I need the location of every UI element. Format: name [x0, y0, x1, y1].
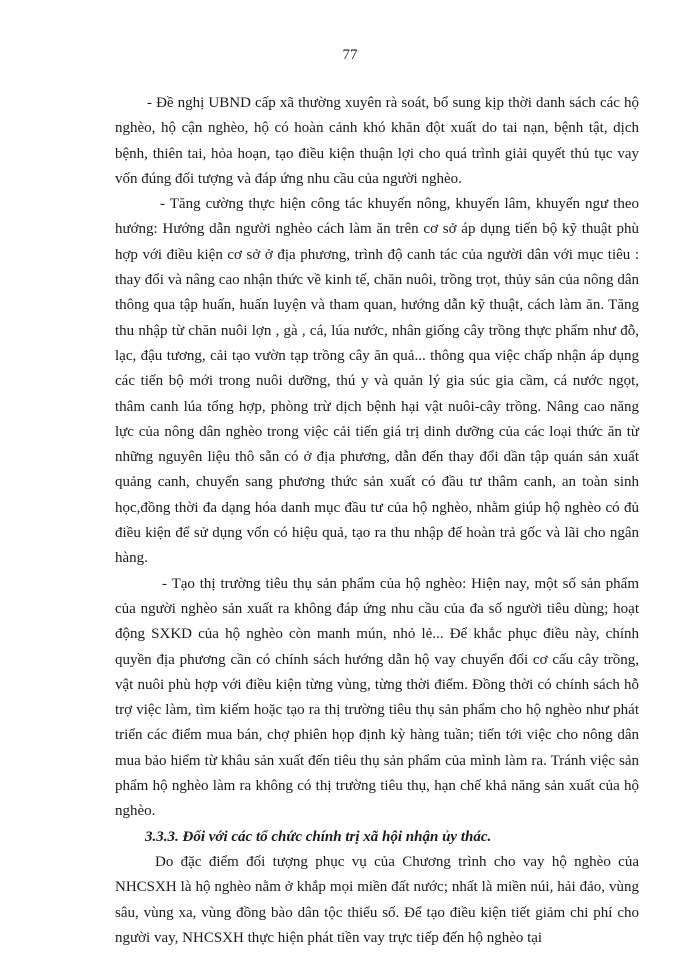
paragraph-update-poor-household-list: - Đề nghị UBND cấp xã thường xuyên rà soát, bổ sung kịp thời danh sách các hộ nghèo, hộ cận nghèo, hộ có hoàn cảnh khó khăn đột xuất do tai nạn, bệnh tật, dịch bệnh, thiên tai, hỏa hoạn, tạo điều kiện thuận lợi cho quá trình giải quyết thủ tục vay vốn đúng đối tượng và đáp ứng nhu cầu của người nghèo. [115, 95, 639, 187]
paragraph-market-creation: - Tạo thị trường tiêu thụ sản phẩm của hộ nghèo: Hiện nay, một số sản phẩm của người nghèo sản xuất ra không đáp ứng nhu cầu của đa số người tiêu dùng; hoạt động SXKD của hộ nghèo còn manh mún, nhỏ lẻ... Để khắc phục điều này, chính quyền địa phương cần có chính sách hướng dẫn hộ vay chuyển đổi cơ cấu cây trồng, vật nuôi phù hợp với điều kiện từng vùng, từng thời điểm. Đồng thời có chính sách hỗ trợ việc làm, tìm kiếm hoặc tạo ra thị trường tiêu thụ sản phẩm cho hộ nghèo như phát triển các điểm mua bán, chợ phiên họp định kỳ hàng tuần; tiến tới việc cho nông dân mua bảo hiểm từ khâu sản xuất đến tiêu thụ sản phẩm của mình làm ra. Tránh việc sản phẩm hộ nghèo làm ra không có thị trường tiêu thụ, hạn chế khả năng sản xuất của hộ nghèo. [115, 575, 639, 820]
section-heading: 3.3.3. Đối với các tổ chức chính trị xã hội nhận ủy thác. [145, 828, 492, 845]
document-body [115, 91, 639, 951]
page-number: 77 [342, 47, 358, 63]
paragraph-socio-political-organizations: Do đặc điểm đối tượng phục vụ của Chương trình cho vay hộ nghèo của NHCSXH là hộ nghèo nằm ở khắp mọi miền đất nước; nhất là miền núi, hải đảo, vùng sâu, vùng xa, vùng đồng bào dân tộc thiểu số. Để tạo điều kiện tiết giảm chi phí cho người vay, NHCSXH thực hiện phát tiền vay trực tiếp đến hộ nghèo tại [115, 853, 639, 946]
paragraph-agricultural-extension: - Tăng cường thực hiện công tác khuyến nông, khuyến lâm, khuyến ngư theo hướng: Hướng dẫn người nghèo cách làm ăn trên cơ sở áp dụng tiến bộ kỹ thuật phù hợp với điều kiện cơ sở ở địa phương, trình độ canh tác của người dân với mục tiêu : thay đổi và nâng cao nhận thức về kinh tế, chăn nuôi, trồng trọt, thủy sản của nông dân thông qua tập huấn, huấn luyện và tham quan, hướng dẫn kỹ thuật, cách làm ăn. Tăng thu nhập từ chăn nuôi lợn , gà , cá, lúa nước, nhân giống cây trồng thực phẩm như đỗ, lạc, đậu tương, cải tạo vườn tạp trồng cây ăn quả... thông qua việc chấp nhận áp dụng các tiến bộ mới trong nuôi dưỡng, thú y và quản lý gia súc gia cầm, cá nước ngọt, thâm canh lúa tổng hợp, phòng trừ dịch bệnh hại vật nuôi-cây trồng. Nâng cao năng lực của nông dân nghèo trong việc cải tiến giá trị dinh dưỡng của các loại thức ăn từ những nguyên liệu thô sẵn có ở địa phương, dẫn đến thay đổi dần tập quán sản xuất quảng canh, chuyển sang phương thức sản xuất có đầu tư thâm canh, an toàn sinh học,đồng thời đa dạng hóa danh mục đầu tư của hộ nghèo, nhằm giúp hộ nghèo có đủ điều kiện để sử dụng vốn có hiệu quả, tạo ra thu nhập để hoàn trả gốc và lãi cho ngân hàng. [115, 196, 639, 567]
